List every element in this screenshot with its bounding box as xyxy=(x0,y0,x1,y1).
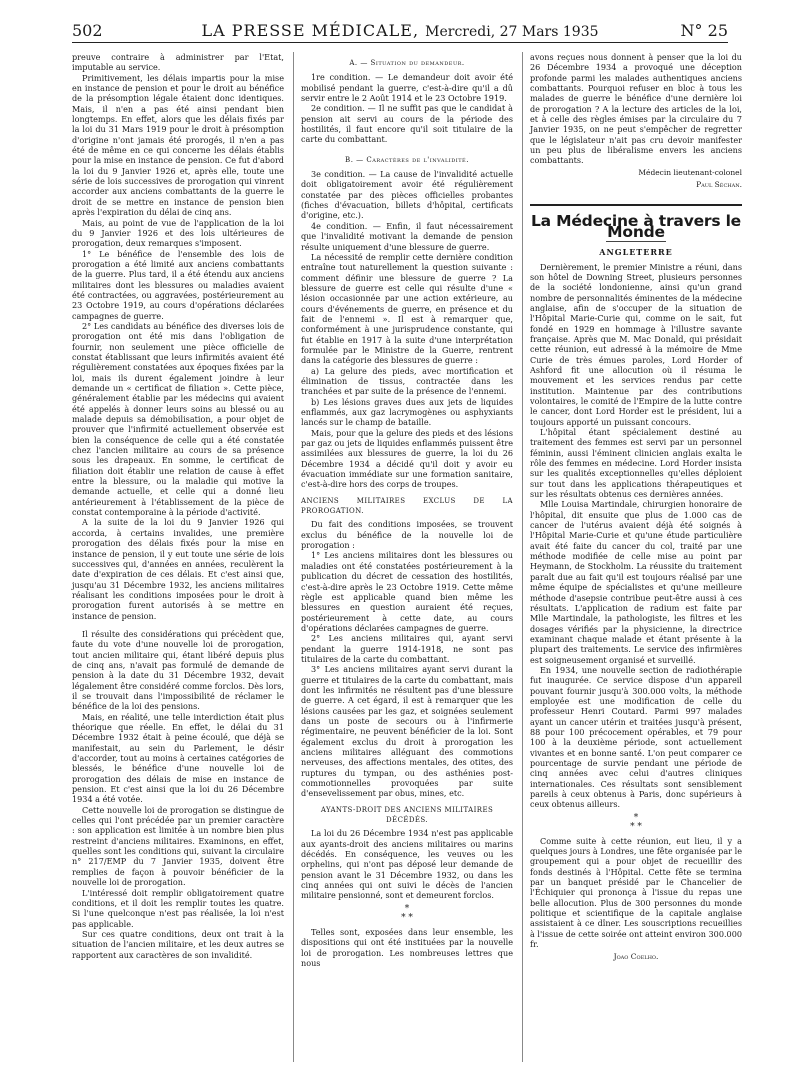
paragraph: Cette nouvelle loi de prorogation se distingue de celles qui l'ont précédée par un premier caractère : son application est limitée à un nombre bien plus restreint d'anciens militaires. Examinons, en effet, quelles sont les conditions qui, suivant la circulaire n° 217/EMP du 7 Janvier 1935, doivent être remplies de façon à pouvoir bénéficier de la nouvelle loi de prorogation. xyxy=(72,804,284,888)
signature-title: Médecin lieutenant-colonel xyxy=(638,167,742,177)
condition-4: 4e condition. — Enfin, il faut nécessairement que l'invalidité motivant la demande de pension résulte uniquement d'une blessure de guerre. xyxy=(301,220,513,252)
issue-date: Mercredi, 27 Mars 1935 xyxy=(425,24,599,40)
page-header xyxy=(72,18,728,43)
page-number: 502 xyxy=(72,21,103,40)
paragraph: La nécessité de remplir cette dernière condition entraîne tout naturellement la question suivante : comment définir une blessure de guerre ? La blessure de guerre est celle qui résulte d'une « lésion occasionnée par une action extérieure, au cours d'événements de guerre, en présence et du fait de l'ennemi ». Il est à remarquer que, conformément à une jurisprudence constante, qui fut établie en 1917 à la suite d'une interprétation formulée par le Ministre de la Guerre, rentrent dans la catégorie des blessures de guerre : xyxy=(301,251,513,366)
journal-name: LA PRESSE MÉDICALE, xyxy=(201,21,420,40)
column-middle xyxy=(301,52,513,968)
paragraph: Mlle Louisa Martindale, chirurgien honoraire de l'hôpital, dit ensuite que plus de 1.000 cas de cancer de l'utérus avaient déjà été soignés à l'Hôpital Marie-Curie et qu'une étude particulière avait été faite du cancer du col, traité par une méthode modifiée de celle mise au point par Heymann, de Stockholm. La réussite du traitement paraît due au fait qu'il est toujours réalisé par une même équipe de spécialistes et qu'une meilleure méthode d'asepsie contribue peut-être aussi à ces résultats. L'application de radium est faite par Mlle Martindale, la pathologiste, les filtres et les dosages vérifiés par la physicienne, la directrice examinant chaque malade et étant présente à la plupart des traitements. Le service des infirmières est soigneusement organisé et surveillé. xyxy=(530,499,742,665)
title-rule xyxy=(606,241,666,242)
asterism: * * * xyxy=(630,812,642,832)
paragraph: Primitivement, les délais impartis pour la mise en instance de pension et pour le droit au bénéfice de la présomption légale étaient donc identiques. Mais, il n'en a pas été ainsi pendant bien longtemps. En effet, alors que les délais fixés par la loi du 31 Mars 1919 pour le droit à présomption d'origine n'ont jamais été prorogés, il n'en a pas été de même en ce qui concerne les délais établis pour la mise en instance de pension. Ce fut d'abord la loi du 9 Janvier 1926 et, après elle, toute une série de lois successives de prorogation qui vinrent accorder aux anciens combattants de la guerre le droit de se mettre en instance de pension bien après l'expiration du délai de cinq ans. xyxy=(72,72,284,218)
paragraph: Du fait des conditions imposées, se trouvent exclus du bénéfice de la nouvelle loi de prorogation : xyxy=(301,519,513,551)
asterism: * * * xyxy=(401,903,413,923)
paragraph: a) La gelure des pieds, avec mortification et élimination de tissus, contractée dans les tranchées et par suite de la présence de l'ennemi. xyxy=(301,365,513,397)
journal-title xyxy=(132,21,668,40)
paragraph: Mais, au point de vue de l'application de la loi du 9 Janvier 1926 et des lois ultérieures de prorogation, deux remarques s'imposent. xyxy=(72,217,284,249)
section-title: La Médecine à travers le Monde xyxy=(530,204,742,237)
paragraph: 3° Les anciens militaires ayant servi durant la guerre et titulaires de la carte du combattant, mais dont les infirmités ne résultent pas d'une blessure de guerre. A cet égard, il est à remarquer que les lésions causées par les gaz, et soignées seulement dans un poste de secours ou à l'infirmerie régimentaire, ne peuvent bénéficier de la loi. Sont également exclus du droit à prorogation les anciens militaires alléguant des commotions nerveuses, des affections mentales, des otites, des ruptures du tympan, ou des asthénies post-commotionnelles provoquées par suite d'ensevelissement par obus, mines, etc. xyxy=(301,664,513,799)
condition-2: 2e condition. — Il ne suffit pas que le candidat à pension ait servi au cours de la période des hostilités, il faut encore qu'il soit titulaire de la carte du combattant. xyxy=(301,103,513,145)
paragraph: Sur ces quatre conditions, deux ont trait à la situation de l'ancien militaire, et les deux autres se rapportent aux caractères de son invalidité. xyxy=(72,928,284,960)
column-divider xyxy=(522,52,523,1062)
subheading: ANCIENS MILITAIRES EXCLUS DE LA PROROGATION. xyxy=(301,496,513,516)
paragraph: Comme suite à cette réunion, eut lieu, il y a quelques jours à Londres, une fête organisée par le groupement qui a pour objet de recueillir des fonds destinés à l'Hôpital. Cette fête se termina par un banquet présidé par le Chancelier de l'Échiquier qui prononça à l'issue du repas une belle allocution. Plus de 300 personnes du monde politique et scientifique de la capitale anglaise assistaient à ce dîner. Les souscriptions recueillies à l'issue de cette soirée ont atteint environ 300.000 fr. xyxy=(530,835,742,950)
subheading: AYANTS-DROIT DES ANCIENS MILITAIRES DÉCÉDÉS. xyxy=(320,805,494,825)
paragraph: 2° Les anciens militaires qui, ayant servi pendant la guerre 1914-1918, ne sont pas titulaires de la carte du combattant. xyxy=(301,633,513,664)
section-heading: B. — Caractères de l'invalidité. xyxy=(345,155,469,164)
paragraph: Mais, pour que la gelure des pieds et des lésions par gaz ou jets de liquides enflammés puissent être assimilées aux blessures de guerre, la loi du 26 Décembre 1934 a décidé qu'il doit y avoir eu évacuation immédiate sur une formation sanitaire, c'est-à-dire hors des corps de troupes. xyxy=(301,427,513,490)
paragraph: Il résulte des considérations qui précèdent que, faute du vote d'une nouvelle loi de prorogation, tout ancien militaire qui, étant libéré depuis plus de cinq ans, n'avait pas formulé de demande de pension à la date du 31 Décembre 1932, devait légalement être considéré comme forclos. Dès lors, il se trouvait dans l'impossibilité de réclamer le bénéfice de la loi des pensions. xyxy=(72,628,284,712)
paragraph: avons reçues nous donnent à penser que la loi du 26 Décembre 1934 a provoqué une déception profonde parmi les malades authentiques anciens combattants. Pourquoi refuser en bloc à tous les malades de guerre le bénéfice d'une dernière loi de prorogation ? A la lecture des articles de la loi, et à celle des règles émises par la circulaire du 7 Janvier 1935, on ne peut s'empêcher de regretter que le législateur n'ait pas cru devoir manifester un peu plus de libéralisme envers les anciens combattants. xyxy=(530,52,742,166)
country-heading: ANGLETERRE xyxy=(599,247,673,258)
column-divider xyxy=(293,52,294,1062)
column-right xyxy=(530,52,742,964)
paragraph: 2° Les candidats au bénéfice des diverses lois de prorogation ont été mis dans l'obligation de fournir, non seulement une pièce officielle de constat établissant que leurs infirmités avaient été régulièrement constatées aux époques fixées par la loi, mais ils durent également joindre à leur demande un « certificat de filiation ». Cette pièce, généralement établie par les médecins qui avaient été appelés à donner leurs soins au blessé ou au malade depuis sa démobilisation, a pour objet de prouver que l'infirmité actuellement observée est bien la conséquence de celle qui a été constatée chez l'ancien militaire au cours de sa présence sous les drapeaux. En somme, le certificat de filiation doit établir une relation de cause à effet entre la blessure, ou la maladie qui motive la demande actuelle, et celle qui a donné lieu antérieurement à l'établissement de la pièce de constat contemporaine à la période d'activité. xyxy=(72,320,284,518)
paragraph: Mais, en réalité, une telle interdiction était plus théorique que réelle. En effet, le délai du 31 Décembre 1932 était à peine écoulé, que déjà se manifestait, au sein du Parlement, le désir d'accorder, tout au moins à certaines catégories de blessés, le bénéfice d'une nouvelle loi de prorogation des délais de mise en instance de pension. Et c'est ainsi que la loi du 26 Décembre 1934 a été votée. xyxy=(72,711,284,805)
paragraph: 1° Les anciens militaires dont les blessures ou maladies ont été constatées postérieurement à la publication du décret de cessation des hostilités, c'est-à-dire après le 23 Octobre 1919. Cette même règle est applicable quand bien même les blessures en question auraient été reçues, postérieurement à cette date, au cours d'opérations déclarées campagnes de guerre. xyxy=(301,550,513,633)
paragraph: La loi du 26 Décembre 1934 n'est pas applicable aux ayants-droit des anciens militaires ou marins décédés. En conséquence, les veuves ou les orphelins, qui n'ont pas déposé leur demande de pension avant le 31 Décembre 1932, ou dans les cinq années qui ont suivi le décès de l'ancien militaire pensionné, sont et demeurent forclos. xyxy=(301,828,513,901)
paragraph: Telles sont, exposées dans leur ensemble, les dispositions qui ont été instituées par la nouvelle loi de prorogation. Les nombreuses lettres que nous xyxy=(301,926,513,968)
issue-number: N° 25 xyxy=(680,21,728,40)
paragraph: Dernièrement, le premier Ministre a réuni, dans son hôtel de Downing Street, plusieurs personnes de la société londonienne, ainsi qu'un grand nombre de personnalités éminentes de la médecine anglaise, afin de s'occuper de la situation de l'Hôpital Marie-Curie qui, comme on le sait, fut fondé en 1929 en hommage à l'illustre savante française. Après que M. Mac Donald, qui présidait cette réunion, eut adressé à la mémoire de Mme Curie de très émues paroles, Lord Horder of Ashford fit une allocution où il résuma le mouvement et les services rendus par cette institution. Maintenue par des contributions volontaires, le comité de l'Empire de la lutte contre le cancer, dont Lord Horder est le président, lui a toujours apporté un puissant concours. xyxy=(530,261,742,427)
paragraph: En 1934, une nouvelle section de radiothérapie fut inaugurée. Ce service dispose d'un appareil pouvant fournir jusqu'à 300.000 volts, la méthode employée est une modification de celle du professeur Henri Coutard. Parmi 997 malades ayant un cancer utérin et traitées jusqu'à présent, 88 pour 100 précocement opérables, et 79 pour 100 à la deuxième période, sont actuellement vivantes et en bonne santé. L'on peut comparer ce pourcentage de survie pendant une période de cinq années avec celui d'autres cliniques internationales. Ces résultats sont sensiblement pareils à ceux obtenus à Paris, donc supérieurs à ceux obtenus ailleurs. xyxy=(530,664,742,810)
paragraph: 1° Le bénéfice de l'ensemble des lois de prorogation a été limité aux anciens combattants de la guerre. Plus tard, il a été étendu aux anciens militaires dont les blessures ou maladies avaient été contractées, ou aggravées, postérieurement au 23 Octobre 1919, au cours d'opérations déclarées campagnes de guerre. xyxy=(72,248,284,321)
paragraph: A la suite de la loi du 9 Janvier 1926 qui accorda, à certains invalides, une première prorogation des délais fixés pour la mise en instance de pension, il y eut toute une série de lois successives qui, d'années en années, reculèrent la date d'expiration de ces délais. Et c'est ainsi que, jusqu'au 31 Décembre 1932, les anciens militaires réalisant les conditions imposées pour le droit à prorogation furent autorisés à se mettre en instance de pension. xyxy=(72,517,284,621)
column-left xyxy=(72,52,284,960)
paragraph: b) Les lésions graves dues aux jets de liquides enflammés, aux gaz lacrymogènes ou asphyxiants lancés sur le champ de bataille. xyxy=(301,396,513,428)
signature-name: Joao Coelho. xyxy=(613,951,659,961)
paragraph: preuve contraire à administrer par l'Etat, imputable au service. xyxy=(72,52,284,73)
condition-1: 1re condition. — Le demandeur doit avoir été mobilisé pendant la guerre, c'est-à-dire qu'il a dû servir entre le 2 Août 1914 et le 23 Octobre 1919. xyxy=(301,72,513,104)
signature-name: Paul Séchan. xyxy=(696,180,742,190)
paragraph: L'intéressé doit remplir obligatoirement quatre conditions, et il doit les remplir toutes les quatre. Si l'une quelconque n'est pas réalisée, la loi n'est pas applicable. xyxy=(72,887,284,929)
section-heading: A. — Situation du demandeur. xyxy=(349,59,465,67)
condition-3: 3e condition. — La cause de l'invalidité actuelle doit obligatoirement avoir été régulièrement constatée par des pièces officielles probantes (fiches d'évacuation, billets d'hôpital, certificats d'origine, etc.). xyxy=(301,169,513,221)
paragraph: L'hôpital étant spécialement destiné au traitement des femmes est servi par un personnel féminin, aussi l'éminent clinicien anglais exalta le rôle des femmes en médecine. Lord Horder insista sur les qualités exceptionnelles qu'elles déploient sur tout dans les applications thérapeutiques et sur les résultats obtenus ces dernières années. xyxy=(530,427,742,500)
